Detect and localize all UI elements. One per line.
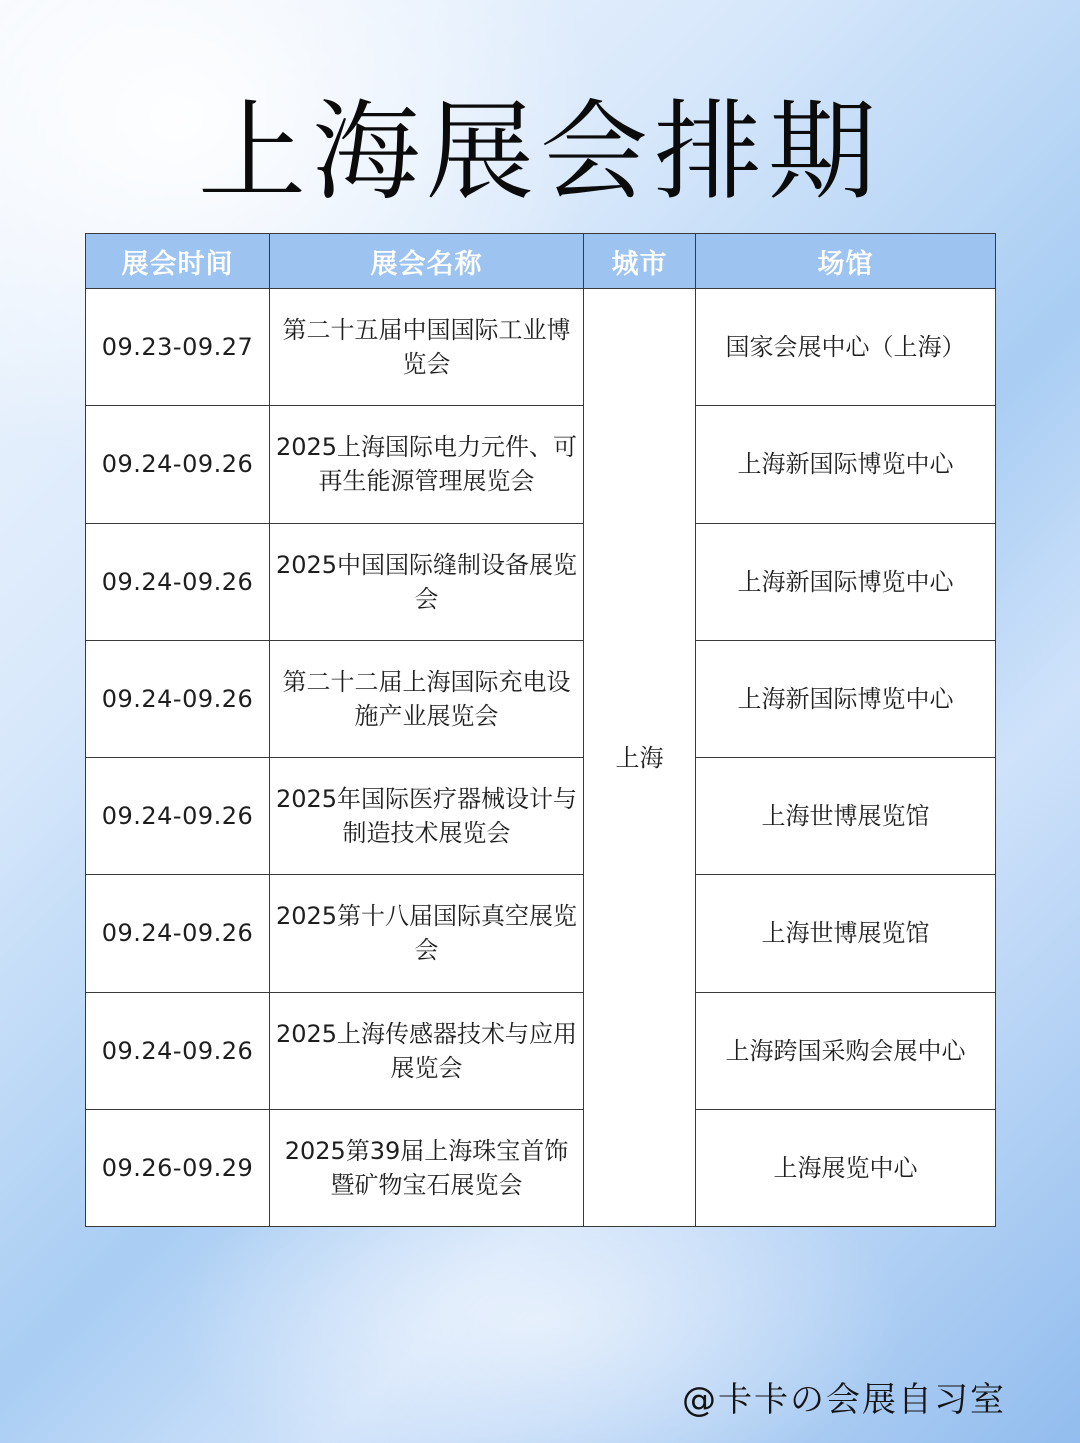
exhibition-name: 2025上海国际电力元件、可再生能源管理展览会 <box>270 406 584 523</box>
exhibition-date: 09.24-09.26 <box>86 875 270 992</box>
page-title: 上海展会排期 <box>197 90 882 215</box>
table-row <box>86 992 996 1109</box>
exhibition-date: 09.24-09.26 <box>86 640 270 757</box>
exhibition-venue: 上海展览中心 <box>696 1109 996 1226</box>
exhibition-date: 09.26-09.29 <box>86 1109 270 1226</box>
exhibition-name: 2025中国国际缝制设备展览会 <box>270 523 584 640</box>
table-row <box>86 406 996 523</box>
table-row <box>86 289 996 406</box>
exhibition-venue: 国家会展中心（上海） <box>696 289 996 406</box>
exhibition-date: 09.24-09.26 <box>86 406 270 523</box>
table-row <box>86 875 996 992</box>
exhibition-date: 09.24-09.26 <box>86 992 270 1109</box>
header-venue: 场馆 <box>696 234 996 289</box>
exhibition-name: 2025上海传感器技术与应用展览会 <box>270 992 584 1109</box>
table-row <box>86 758 996 875</box>
exhibition-venue: 上海新国际博览中心 <box>696 523 996 640</box>
author-watermark: @卡卡の会展自习室 <box>682 1380 1006 1420</box>
exhibition-venue: 上海世博展览馆 <box>696 758 996 875</box>
exhibition-date: 09.23-09.27 <box>86 289 270 406</box>
header-date: 展会时间 <box>86 234 270 289</box>
exhibition-name: 第二十二届上海国际充电设施产业展览会 <box>270 640 584 757</box>
header-city: 城市 <box>584 234 696 289</box>
exhibition-name: 2025年国际医疗器械设计与制造技术展览会 <box>270 758 584 875</box>
table-row <box>86 523 996 640</box>
table-row <box>86 1109 996 1226</box>
exhibition-venue: 上海世博展览馆 <box>696 875 996 992</box>
exhibition-name: 第二十五届中国国际工业博览会 <box>270 289 584 406</box>
exhibition-venue: 上海跨国采购会展中心 <box>696 992 996 1109</box>
exhibition-date: 09.24-09.26 <box>86 523 270 640</box>
exhibition-venue: 上海新国际博览中心 <box>696 406 996 523</box>
exhibition-name: 2025第39届上海珠宝首饰暨矿物宝石展览会 <box>270 1109 584 1226</box>
exhibition-date: 09.24-09.26 <box>86 758 270 875</box>
exhibition-venue: 上海新国际博览中心 <box>696 640 996 757</box>
exhibition-name: 2025第十八届国际真空展览会 <box>270 875 584 992</box>
table-row <box>86 640 996 757</box>
exhibition-schedule-table <box>85 233 996 1227</box>
table-header-row <box>86 234 996 289</box>
header-name: 展会名称 <box>270 234 584 289</box>
city-cell: 上海 <box>584 289 696 1227</box>
